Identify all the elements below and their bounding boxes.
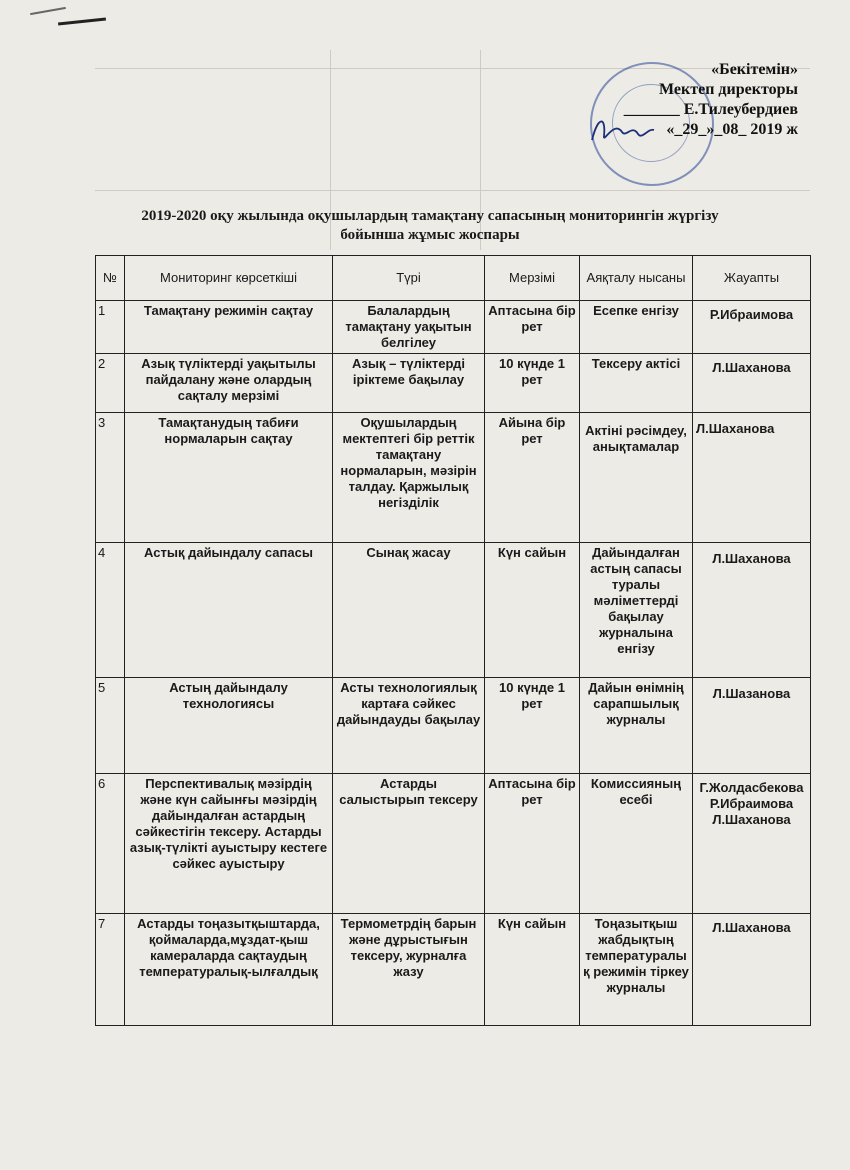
document-title: 2019-2020 оқу жылында оқушылардың тамақтану сапасының мониторингін жүргізу бойынша жұмыс жоспары: [141, 208, 719, 243]
table-row: [96, 543, 811, 678]
scan-mark: [58, 17, 106, 25]
row-term: 10 күнде 1 рет: [485, 678, 580, 774]
row-responsible: Л.Шаханова: [693, 914, 811, 1026]
table-row: [96, 914, 811, 1026]
row-form: Дайындалған астың сапасы туралы мәліметтерді бақылау журналына енгізу: [580, 543, 693, 678]
row-responsible: Л.Шаханова: [693, 543, 811, 678]
row-indicator: Астық дайындалу сапасы: [125, 543, 333, 678]
row-term: Айына бір рет: [485, 413, 580, 543]
row-term: 10 күнде 1 рет: [485, 354, 580, 413]
row-term: Күн сайын: [485, 914, 580, 1026]
row-indicator: Астың дайындалу технологиясы: [125, 678, 333, 774]
row-number: 7: [96, 914, 125, 1026]
table-row: [96, 413, 811, 543]
header-responsible: Жауапты: [693, 256, 811, 301]
row-responsible: Л.Шаханова: [693, 413, 811, 543]
row-responsible: Л.Шазанова: [693, 678, 811, 774]
approval-block: [548, 60, 798, 140]
table-header-row: [96, 256, 811, 301]
table-row: [96, 301, 811, 354]
row-form: Дайын өнімнің сарапшылық журналы: [580, 678, 693, 774]
row-number: 5: [96, 678, 125, 774]
row-type: Асты технологиялық картаға сәйкес дайындауды бақылау: [333, 678, 485, 774]
monitoring-plan-table: [95, 255, 811, 1026]
row-form: Актіні рәсімдеу, анықтамалар: [580, 413, 693, 543]
approval-heading: «Бекітемін»: [711, 61, 798, 78]
row-number: 4: [96, 543, 125, 678]
row-form: Тексеру актісі: [580, 354, 693, 413]
row-indicator: Перспективалық мәзірдің және күн сайынғы мәзірдің дайындалған астардың сәйкестігін тексеру. Астарды азық-түлікті ауыстыру кестеге сәйкес ауыстыру: [125, 774, 333, 914]
row-number: 6: [96, 774, 125, 914]
row-type: Оқушылардың мектептегі бір реттік тамақтану нормаларын, мәзірін талдау. Қаржылық негізділік: [333, 413, 485, 543]
row-indicator: Тамақтану режимін сақтау: [125, 301, 333, 354]
row-form: Есепке енгізу: [580, 301, 693, 354]
row-type: Балалардың тамақтану уақытын белгілеу: [333, 301, 485, 354]
approval-name: _______ Е.Тилеубердиев: [623, 101, 798, 118]
header-completion-form: Аяқталу нысаны: [580, 256, 693, 301]
table-row: [96, 678, 811, 774]
row-term: Күн сайын: [485, 543, 580, 678]
row-responsible: Р.Ибраимова: [693, 301, 811, 354]
row-type: Азық – түліктерді іріктеме бақылау: [333, 354, 485, 413]
row-type: Термометрдің барын және дұрыстығын тексеру, журналға жазу: [333, 914, 485, 1026]
row-type: Астарды салыстырып тексеру: [333, 774, 485, 914]
row-number: 1: [96, 301, 125, 354]
row-form: Комиссияның есебі: [580, 774, 693, 914]
table-row: [96, 354, 811, 413]
row-responsible: Л.Шаханова: [693, 354, 811, 413]
row-number: 3: [96, 413, 125, 543]
row-indicator: Астарды тоңазытқыштарда, қоймаларда,мұздат-қыш камераларда сақтаудың температуралық-ылғалдық: [125, 914, 333, 1026]
header-indicator: Мониторинг көрсеткіші: [125, 256, 333, 301]
row-term: Аптасына бір рет: [485, 774, 580, 914]
approval-date: «_29_»_08_ 2019 ж: [666, 121, 798, 138]
row-number: 2: [96, 354, 125, 413]
table-row: [96, 774, 811, 914]
row-term: Аптасына бір рет: [485, 301, 580, 354]
header-type: Түрі: [333, 256, 485, 301]
scan-mark: [30, 7, 66, 15]
row-indicator: Тамақтанудың табиғи нормаларын сақтау: [125, 413, 333, 543]
row-indicator: Азық түліктерді уақытылы пайдалану және олардың сақталу мерзімі: [125, 354, 333, 413]
header-term: Мерзімі: [485, 256, 580, 301]
row-responsible: Г.Жолдасбекова Р.Ибраимова Л.Шаханова: [693, 774, 811, 914]
row-type: Сынақ жасау: [333, 543, 485, 678]
row-form: Тоңазытқыш жабдықтың температуралық режимін тіркеу журналы: [580, 914, 693, 1026]
header-number: №: [96, 256, 125, 301]
approval-position: Мектеп директоры: [659, 81, 798, 98]
